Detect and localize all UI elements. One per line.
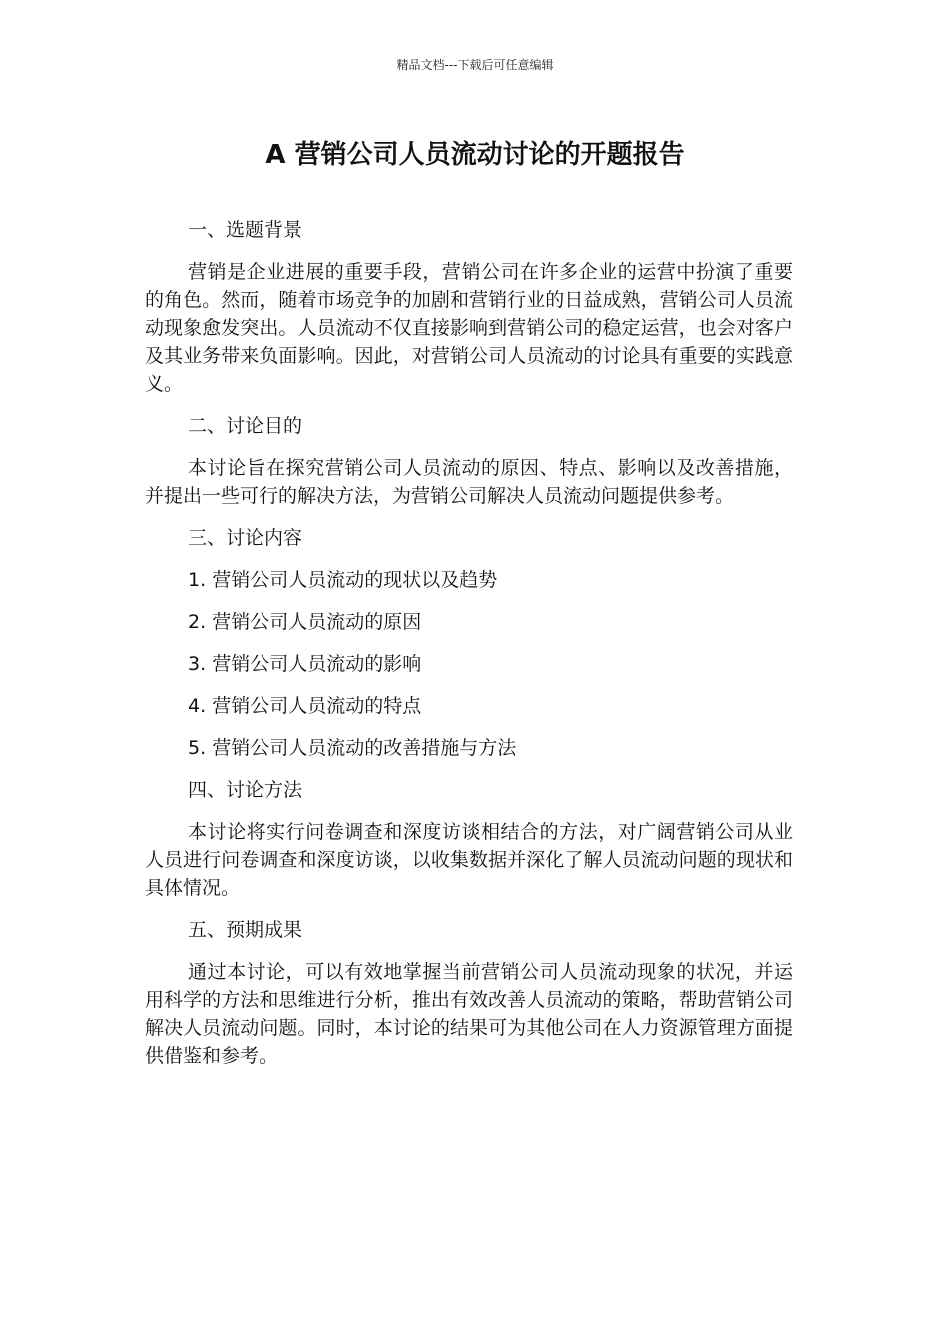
section-paragraph-method: 本讨论将实行问卷调查和深度访谈相结合的方法，对广阔营销公司从业人员进行问卷调查和深度访谈，以收集数据并深化了解人员流动问题的现状和具体情况。: [145, 821, 793, 899]
section-heading-background: 一、选题背景: [188, 219, 303, 241]
section-heading-content: 三、讨论内容: [188, 527, 303, 549]
section-heading-purpose: 二、讨论目的: [188, 415, 303, 437]
list-item-text: 营销公司人员流动的影响: [212, 653, 422, 675]
section-heading-method: 四、讨论方法: [188, 779, 303, 801]
list-item: [145, 566, 793, 594]
section-paragraph-outcome: 通过本讨论，可以有效地掌握当前营销公司人员流动现象的状况，并运用科学的方法和思维进行分析，推出有效改善人员流动的策略，帮助营销公司解决人员流动问题。同时，本讨论的结果可为其他公司在人力资源管理方面提供借鉴和参考。: [145, 961, 793, 1067]
list-item-number: 3.: [188, 653, 207, 675]
list-item: [145, 692, 793, 720]
list-item: [145, 608, 793, 636]
list-item: [145, 734, 793, 762]
section-paragraph-background: 营销是企业进展的重要手段，营销公司在许多企业的运营中扮演了重要的角色。然而，随着市场竞争的加剧和营销行业的日益成熟，营销公司人员流动现象愈发突出。人员流动不仅直接影响到营销公司的稳定运营，也会对客户及其业务带来负面影响。因此，对营销公司人员流动的讨论具有重要的实践意义。: [145, 261, 793, 395]
list-item-number: 1.: [188, 569, 207, 591]
list-item-number: 5.: [188, 737, 207, 759]
section-heading-outcome: 五、预期成果: [188, 919, 303, 941]
list-item-text: 营销公司人员流动的特点: [212, 695, 422, 717]
list-item: [145, 650, 793, 678]
content-list: [145, 566, 793, 762]
list-item-number: 4.: [188, 695, 207, 717]
list-item-text: 营销公司人员流动的现状以及趋势: [212, 569, 498, 591]
list-item-number: 2.: [188, 611, 207, 633]
document-body: [145, 216, 793, 1084]
list-item-text: 营销公司人员流动的改善措施与方法: [212, 737, 517, 759]
list-item-text: 营销公司人员流动的原因: [212, 611, 422, 633]
section-paragraph-purpose: 本讨论旨在探究营销公司人员流动的原因、特点、影响以及改善措施，并提出一些可行的解决方法，为营销公司解决人员流动问题提供参考。: [145, 457, 793, 507]
page-header: 精品文档---下载后可任意编辑: [396, 58, 554, 72]
document-title: A 营销公司人员流动讨论的开题报告: [265, 140, 685, 170]
